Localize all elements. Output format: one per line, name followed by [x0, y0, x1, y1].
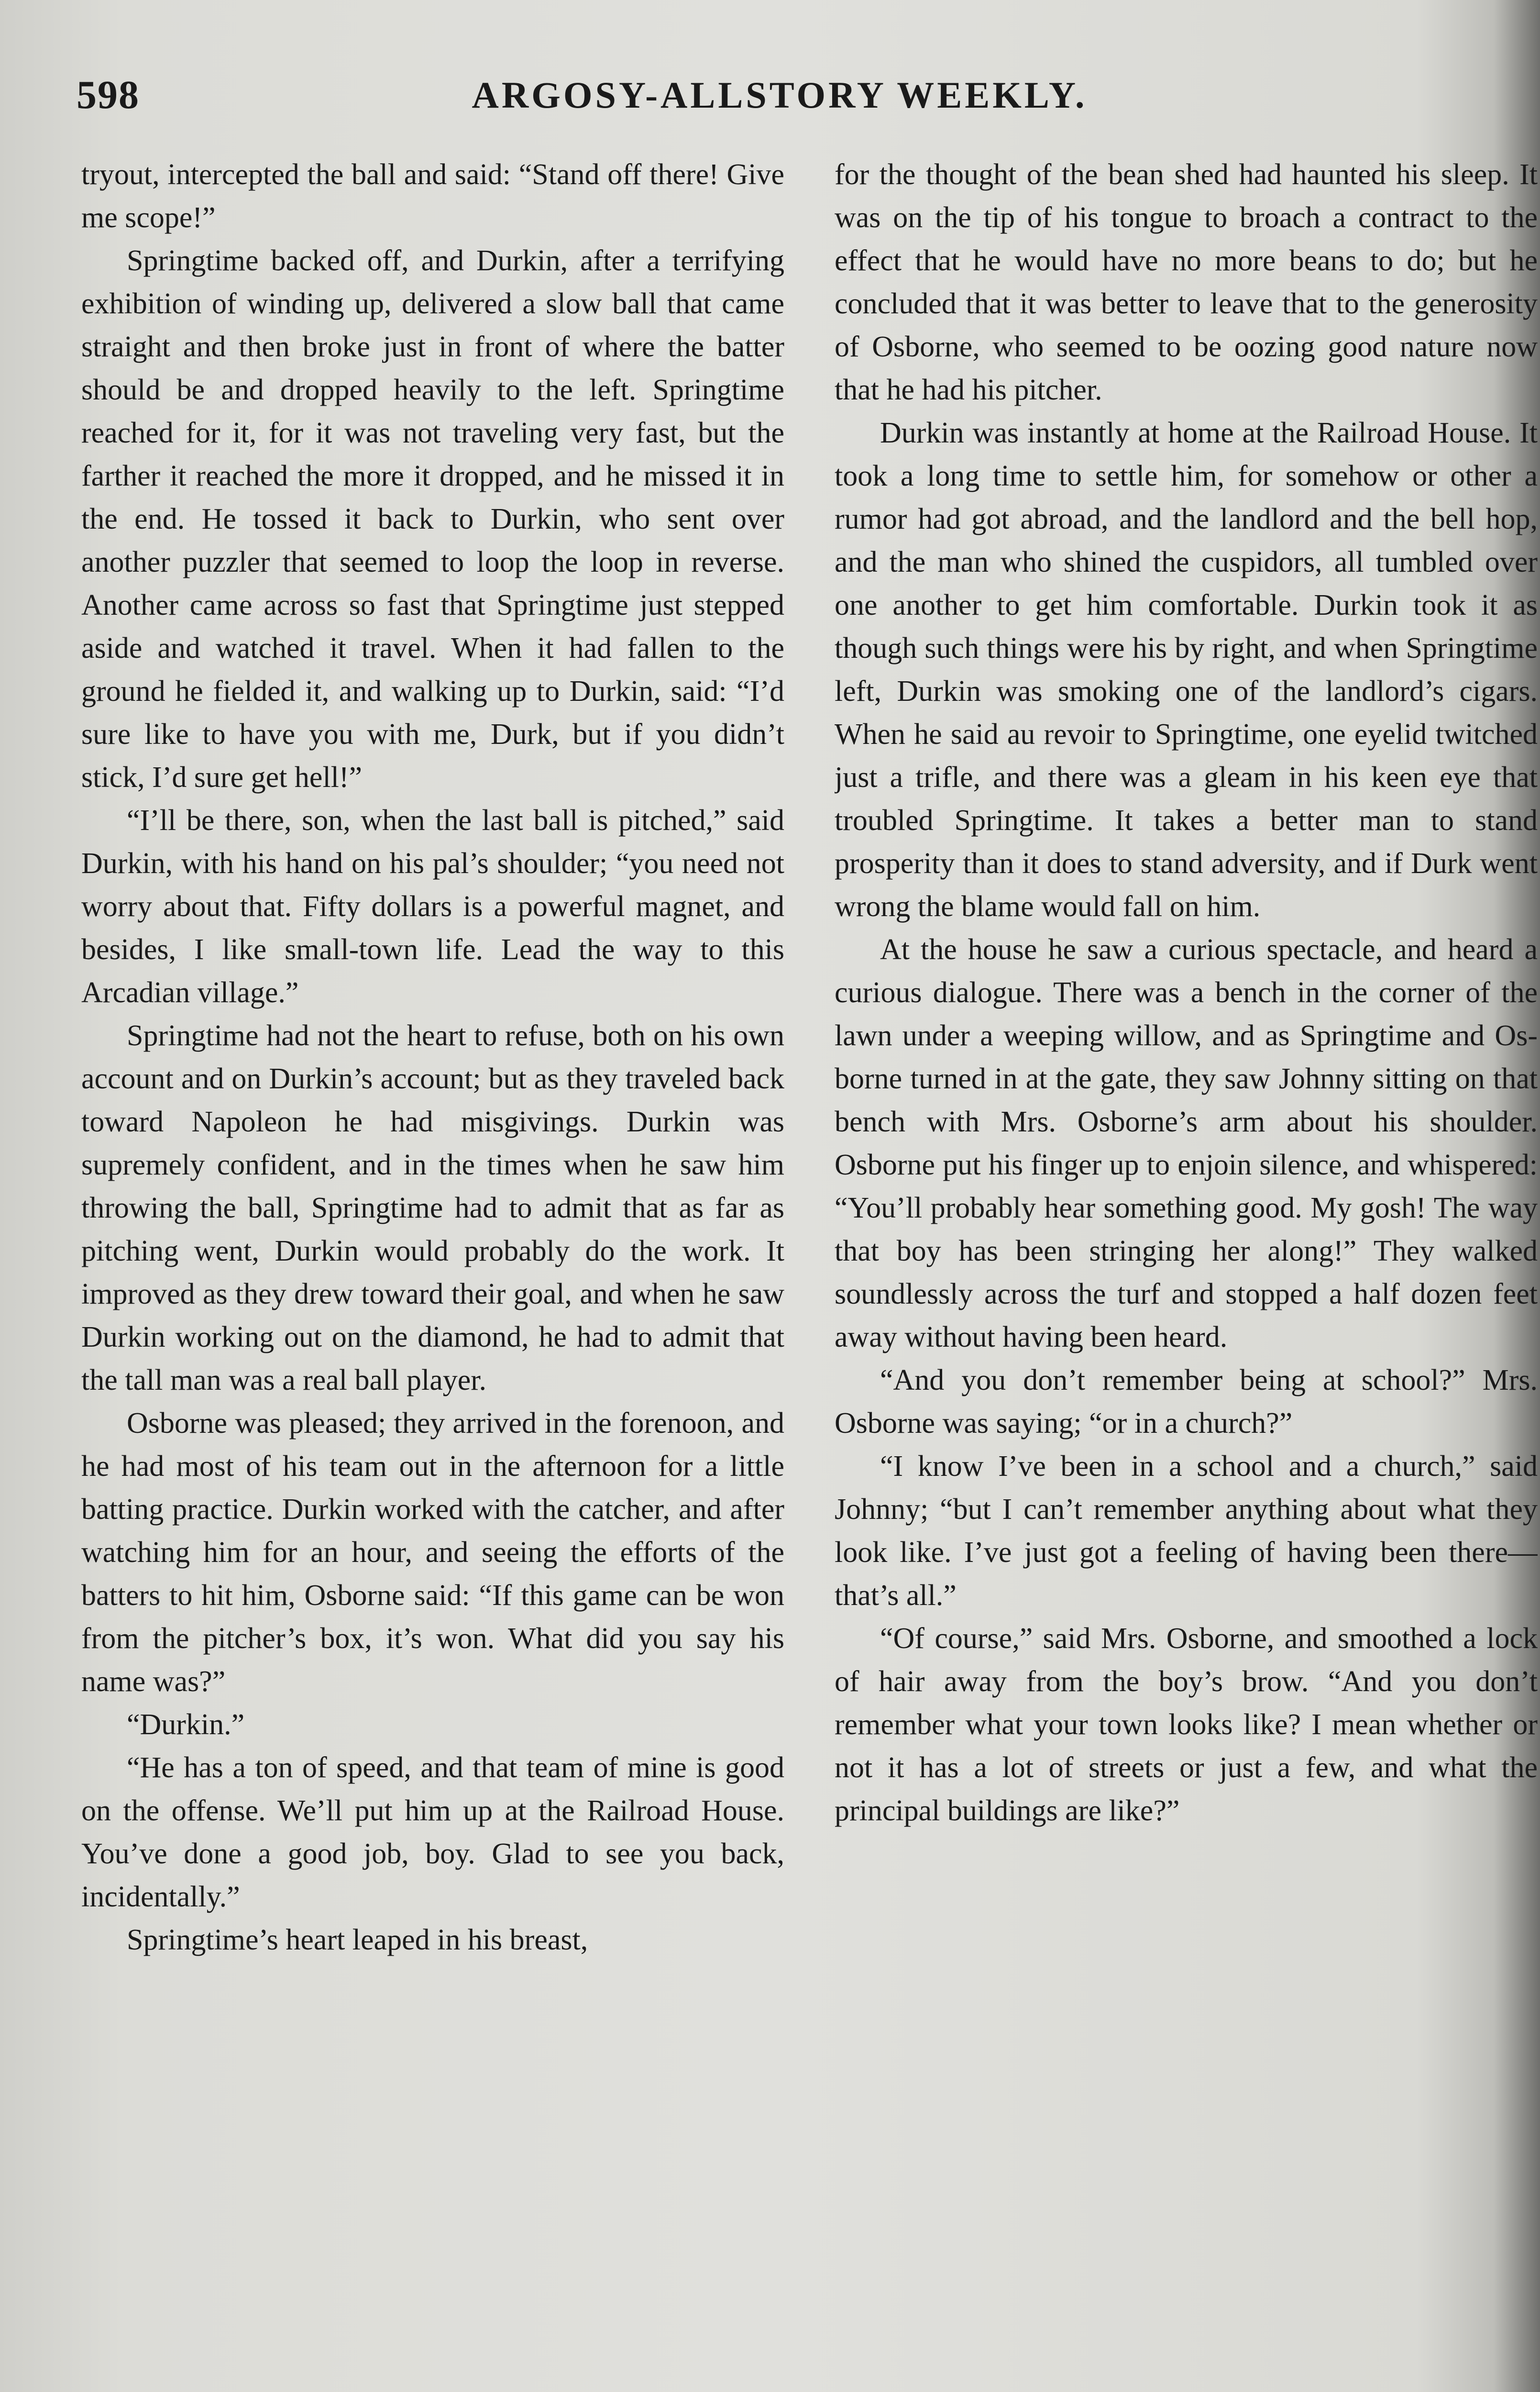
paragraph: Springtime’s heart leaped in his breast, — [127, 1924, 588, 1956]
paragraph: “I’ll be there, son, when the last ball is pitched,” said Durkin, with his hand on his pal’s shoulder; “you need not worry about that. Fifty dollars is a powerful magnet, and besides, I like small-town life. Lead the way to this Arcadian village.” — [81, 804, 784, 1009]
right-column — [835, 153, 1538, 2392]
paragraph: for the thought of the bean shed had haunted his sleep. It was on the tip of his tongue to broach a contract to the effect that he would have no more beans to do; but he concluded that it was better to leave that to the generosity of Osborne, who seemed to be oozing good nature now that he had his pitcher. — [835, 158, 1538, 406]
paragraph: Osborne was pleased; they arrived in the forenoon, and he had most of his team out in the afternoon for a little batting practice. Durkin worked with the catcher, and after watching him for an hour, and seeing the efforts of the batters to hit him, Osborne said: “If this game can be won from the pitcher’s box, it’s won. What did you say his name was?” — [81, 1407, 784, 1698]
paragraph: “And you don’t remember being at school?” Mrs. Osborne was saying; “or in a church?” — [835, 1364, 1538, 1440]
left-column — [81, 153, 784, 2392]
paragraph: Springtime had not the heart to refuse, both on his own account and on Durkin’s account; but as they traveled back toward Napoleon he had misgivings. Durkin was supremely confident, and in the times when he saw him throwing the ball, Springtime had to admit that as far as pitching went, Durkin would probably do the work. It improved as they drew toward their goal, and when he saw Durkin working out on the diamond, he had to admit that the tall man was a real ball player. — [81, 1019, 784, 1396]
paragraph: “Of course,” said Mrs. Osborne, and smoothed a lock of hair away from the boy’s brow. “And you don’t remember what your town looks like? I mean whether or not it has a lot of streets or just a few, and what the principal buildings are like?” — [835, 1622, 1538, 1827]
running-title: ARGOSY-ALLSTORY WEEKLY. — [472, 74, 1088, 116]
paragraph: Springtime backed off, and Durkin, after a terrifying exhibition of winding up, delivered a slow ball that came straight and then broke just in front of where the batter should be and dropped heavily to the left. Springtime reached for it, for it was not traveling very fast, but the farther it reached the more it dropped, and he missed it in the end. He tossed it back to Durkin, who sent over another puzzler that seemed to loop the loop in reverse. Another came across so fast that Springtime just stepped aside and watched it travel. When it had fallen to the ground he fielded it, and walking up to Durkin, said: “I’d sure like to have you with me, Durk, but if you didn’t stick, I’d sure get hell!” — [81, 244, 784, 794]
paragraph: “Durkin.” — [127, 1708, 245, 1741]
page-number: 598 — [77, 73, 140, 117]
paragraph: tryout, intercepted the ball and said: “Stand off there! Give me scope!” — [81, 158, 784, 234]
paragraph: “I know I’ve been in a school and a church,” said Johnny; “but I can’t remember anything about what they look like. I’ve just got a feeling of having been there—that’s all.” — [835, 1450, 1538, 1612]
page-header — [72, 72, 1487, 129]
paragraph: “He has a ton of speed, and that team of mine is good on the offense. We’ll put him up at the Railroad House. You’ve done a good job, boy. Glad to see you back, incidentally.” — [81, 1751, 784, 1913]
paragraph: At the house he saw a curious spectacle, and heard a curious dialogue. There was a bench in the corner of the lawn under a weeping willow, and as Springtime and Osborne turned in at the gate, they saw Johnny sitting on that bench with Mrs. Osborne’s arm about his shoulder. Osborne put his finger up to enjoin silence, and whispered: “You’ll probably hear something good. My gosh! The way that boy has been stringing her along!” They walked soundlessly across the turf and stopped a half dozen feet away without having been heard. — [835, 933, 1538, 1353]
paragraph: Durkin was instantly at home at the Railroad House. It took a long time to settle him, for somehow or other a rumor had got abroad, and the landlord and the bell hop, and the man who shined the cuspidors, all tumbled over one another to get him comfortable. Durkin took it as though such things were his by right, and when Springtime left, Durkin was smoking one of the landlord’s cigars. When he said au revoir to Springtime, one eyelid twitched just a trifle, and there was a gleam in his keen eye that troubled Springtime. It takes a better man to stand prosperity than it does to stand adversity, and if Durk went wrong the blame would fall on him. — [835, 417, 1538, 923]
